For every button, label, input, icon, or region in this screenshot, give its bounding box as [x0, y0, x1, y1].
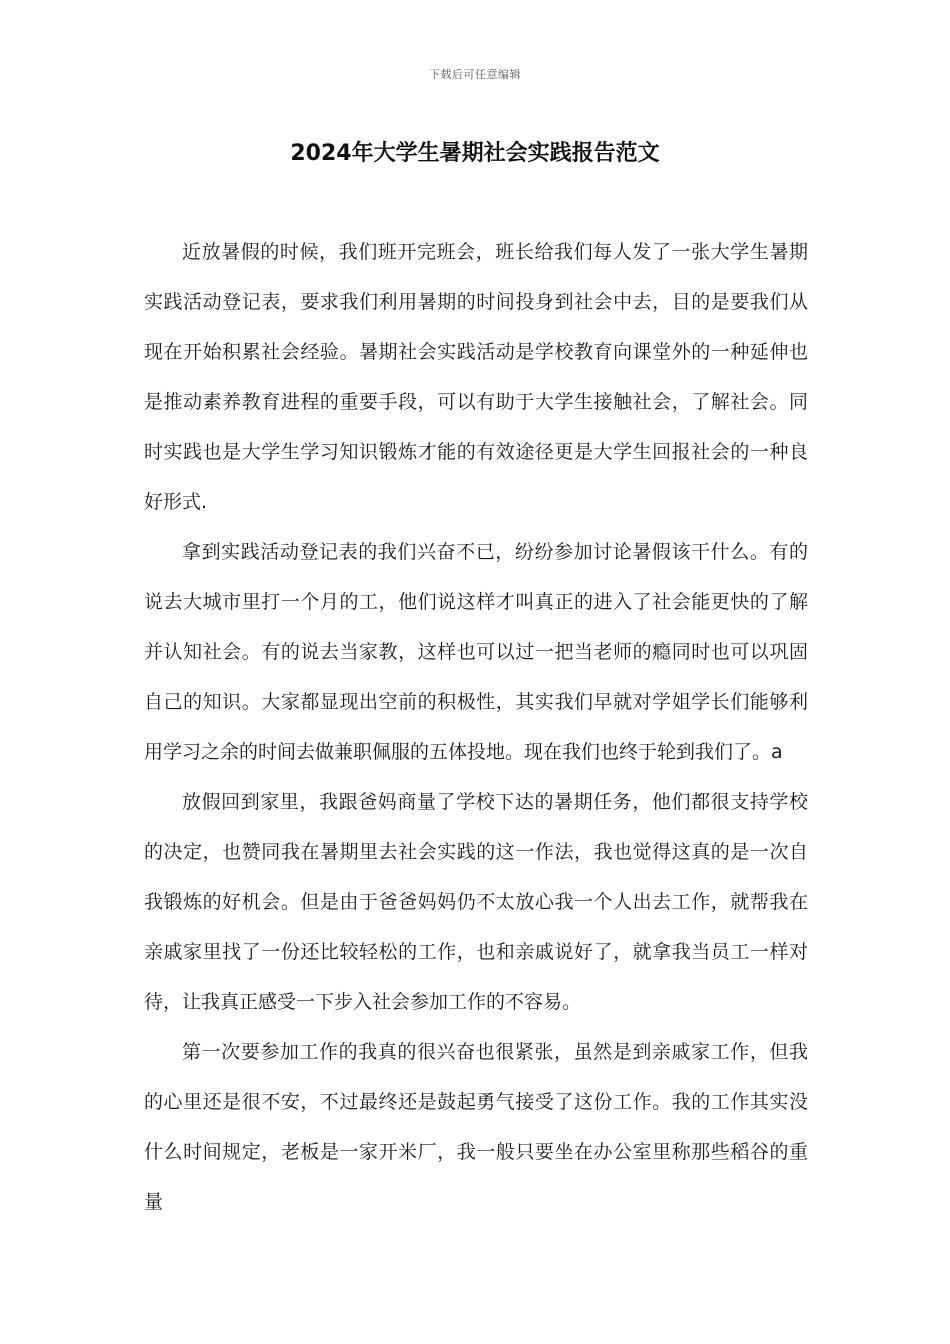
document-body [144, 227, 808, 1227]
paragraph: 放假回到家里，我跟爸妈商量了学校下达的暑期任务，他们都很支持学校的决定，也赞同我在暑期里去社会实践的这一作法，我也觉得这真的是一次自我锻炼的好机会。但是由于爸爸妈妈仍不太放心我一个人出去工作，就帮我在亲戚家里找了一份还比较轻松的工作，也和亲戚说好了，就拿我当员工一样对待，让我真正感受一下步入社会参加工作的不容易。 [144, 791, 808, 1013]
header-note: 下载后可任意编辑 [429, 68, 521, 81]
paragraph: 第一次要参加工作的我真的很兴奋也很紧张，虽然是到亲戚家工作，但我的心里还是很不安，不过最终还是鼓起勇气接受了这份工作。我的工作其实没什么时间规定，老板是一家开米厂，我一般只要坐在办公室里称那些稻谷的重量 [144, 1041, 808, 1213]
document-title: 2024年大学生暑期社会实践报告范文 [290, 141, 660, 166]
paragraph: 近放暑假的时候，我们班开完班会，班长给我们每人发了一张大学生暑期实践活动登记表，要求我们利用暑期的时间投身到社会中去，目的是要我们从现在开始积累社会经验。暑期社会实践活动是学校教育向课堂外的一种延伸也是推动素养教育进程的重要手段，可以有助于大学生接触社会，了解社会。同时实践也是大学生学习知识锻炼才能的有效途径更是大学生回报社会的一种良好形式. [144, 241, 808, 513]
paragraph: 拿到实践活动登记表的我们兴奋不已，纷纷参加讨论暑假该干什么。有的说去大城市里打一个月的工，他们说这样才叫真正的进入了社会能更快的了解并认知社会。有的说去当家教，这样也可以过一把当老师的瘾同时也可以巩固自己的知识。大家都显现出空前的积极性，其实我们早就对学姐学长们能够利用学习之余的时间去做兼职佩服的五体投地。现在我们也终于轮到我们了。a [144, 541, 808, 763]
